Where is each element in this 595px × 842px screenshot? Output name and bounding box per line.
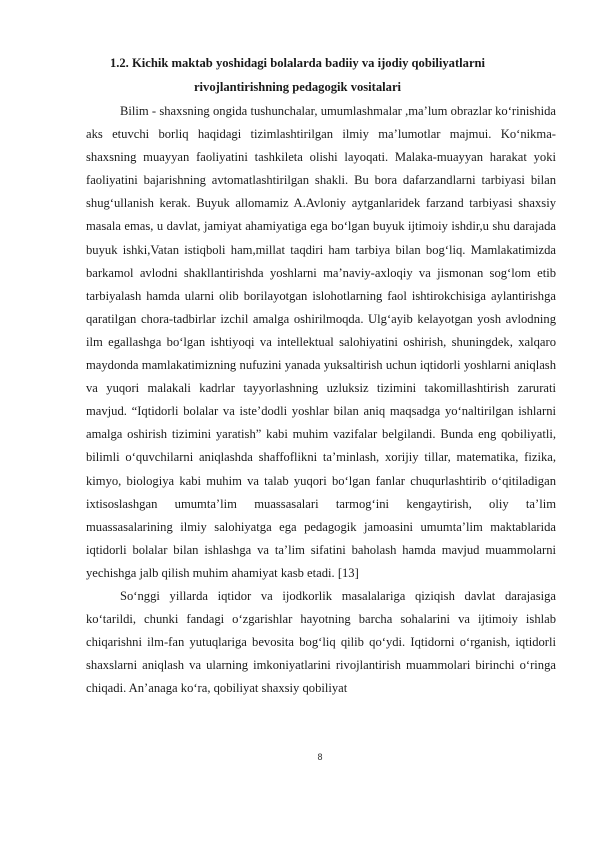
heading-line-2: rivojlantirishning pedagogik vositalari [193,79,402,94]
body-text [86,100,556,700]
heading-line-1: 1.2. Kichik maktab yoshidagi bolalarda badiiy va ijodiy qobiliyatlarni [109,56,486,70]
page-number: 8 [317,752,323,762]
paragraph: So‘nggi yillarda iqtidor va ijodkorlik masalalariga qiziqish davlat darajasiga ko‘tarildi, chunki fandagi o‘zgarishlar hayotning barcha sohalarini va ijtimoiy ishlab chiqarishni ilm-fan yutuqlariga bevosita bog‘liq qilib qo‘ydi. Iqtidorni o‘rganish, iqtidorli shaxslarni aniqlash va ularning imkoniyatlarini rivojlantirish muammolari birinchi o‘ringa chiqadi. An’anaga ko‘ra, qobiliyat shaxsiy qobiliyat [86,588,556,696]
paragraph: Bilim - shaxsning ongida tushunchalar, umumlashmalar ,ma’lum obrazlar ko‘rinishida aks etuvchi borliq haqidagi tizimlashtirilgan ilmiy ma’lumotlar majmui. Ko‘nikma-shaxsning muayyan faoliyatini tashkileta olishi layoqati. Malaka-muayyan harakat yoki faoliyatini bajarishning avtomatlashtirilgan shakli. Bu bora dafarzandlarni tarbiyasi bilan shug‘ullanish kerak. Buyuk allomamiz A.Avloniy aytganlaridek farzand tarbiyasi shaxsiy masala emas, u davlat, jamiyat ahamiyatiga ega bo‘lgan buyuk ijtimoiy ishdir,u shu darajada buyuk ishki,Vatan istiqboli ham,millat taqdiri ham tarbiya bilan bog‘liq. Mamlakatimizda barkamol avlodni shakllantirishda yoshlarni ma’naviy-axloqiy va jismonan sog‘lom etib tarbiyalash hamda ularni olib borilayotgan islohotlarning faol ishtirokchisiga aylantirishga qaratilgan chora-tadbirlar izchil amalga oshirilmoqda. Ulg‘ayib kelayotgan yosh avlodning ilm egallashga bo‘lgan ishtiyoqi va intellektual salohiyatini oshirish, shuningdek, xalqaro maydonda mamlakatimizning nufuzini yanada yuksaltirish uchun iqtidorli yoshlarni aniqlash va yuqori malakali kadrlar tayyorlashning uzluksiz tizimini takomillashtirish zarurati mavjud. “Iqtidorli bolalar va iste’dodli yoshlar bilan aniq maqsadga yo‘naltirilgan ishlarni amalga oshirish tizimini yaratish” kabi muhim vazifalar belgilandi. Bunda eng qobiliyatli, bilimli o‘quvchilarni aniqlashda shaffoflikni ta’minlash, xorijiy tillar, matematika, fizika, kimyo, biologiya kabi muhim va talab yuqori bo‘lgan fanlar chuqurlashtirib o‘qitiladigan ixtisoslashgan umumta’lim muassasalari tarmog‘ini kengaytirish, oliy ta’lim muassasalarining ilmiy salohiyatga ega pedagogik jamoasini umumta’lim maktablarida iqtidorli bolalar bilan ishlashga va ta’lim sifatini baholash hamda mavjud muammolarni yechishga jalb qilish muhim ahamiyat kasb etadi. [13] [86,104,556,580]
section-heading [86,52,509,100]
